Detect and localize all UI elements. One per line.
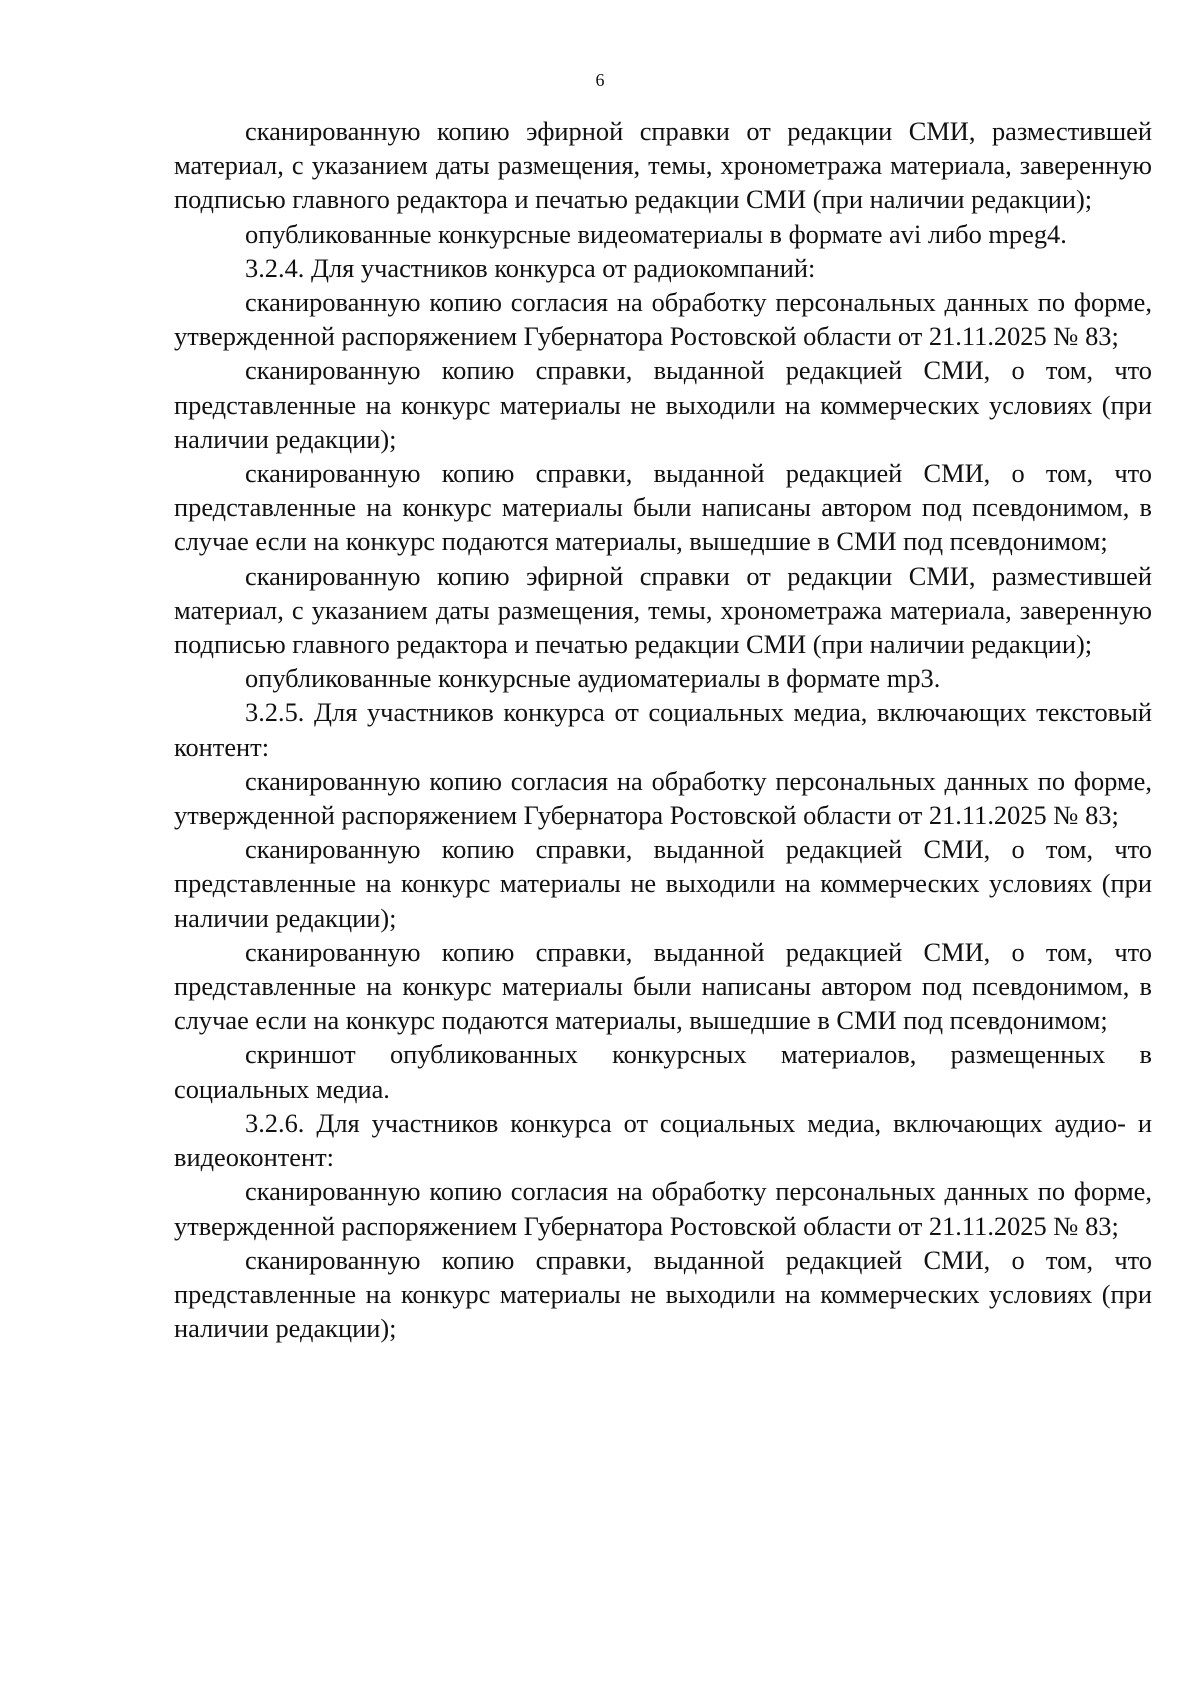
paragraph: сканированную копию справки, выданной редакцией СМИ, о том, что представленные на конкурс материалы были написаны автором под псевдонимом, в случае если на конкурс подаются материалы, вышедшие в СМИ под псевдонимом; — [174, 936, 1152, 1036]
section-heading-text: Для участников конкурса от радиокомпаний: — [311, 252, 816, 283]
paragraph: сканированную копию эфирной справки от редакции СМИ, разместившей материал, с указанием даты размещения, темы, хронометража материала, заверенную подписью главного редактора и печатью редакции СМИ (при наличии редакции); — [174, 560, 1152, 660]
paragraph: сканированную копию справки, выданной редакцией СМИ, о том, что представленные на конкурс материалы были написаны автором под псевдонимом, в случае если на конкурс подаются материалы, вышедшие в СМИ под псевдонимом; — [174, 458, 1152, 557]
section-heading — [174, 1106, 1152, 1174]
paragraph: скриншот опубликованных конкурсных материалов, размещенных в социальных медиа. — [174, 1039, 1152, 1104]
paragraph: сканированную копию согласия на обработку персональных данных по форме, утвержденной распоряжением Губернатора Ростовской области от 21.11.2025 № 83; — [174, 765, 1152, 831]
paragraph: опубликованные конкурсные видеоматериалы в формате avi либо mpeg4. — [245, 218, 1067, 249]
paragraph: сканированную копию согласия на обработку персональных данных по форме, утвержденной распоряжением Губернатора Ростовской области от 21.11.2025 № 83; — [174, 287, 1152, 352]
paragraph: сканированную копию справки, выданной редакцией СМИ, о том, что представленные на конкурс материалы не выходили на коммерческих условиях (при наличии редакции); — [174, 355, 1152, 454]
paragraph: сканированную копию справки, выданной редакцией СМИ, о том, что представленные на конкурс материалы не выходили на коммерческих условиях (при наличии редакции); — [174, 834, 1152, 933]
paragraph: опубликованные конкурсные аудиоматериалы в формате mp3. — [245, 663, 941, 694]
section-heading — [174, 251, 1152, 285]
document-body — [174, 114, 1152, 1345]
section-number: 3.2.6. — [245, 1107, 305, 1138]
section-number: 3.2.4. — [245, 252, 305, 283]
page-number: 6 — [595, 70, 605, 90]
paragraph: сканированную копию эфирной справки от редакции СМИ, разместившей материал, с указанием даты размещения, темы, хронометража материала, заверенную подписью главного редактора и печатью редакции СМИ (при наличии редакции); — [174, 116, 1152, 215]
paragraph: сканированную копию согласия на обработку персональных данных по форме, утвержденной распоряжением Губернатора Ростовской области от 21.11.2025 № 83; — [174, 1176, 1152, 1241]
paragraph: сканированную копию справки, выданной редакцией СМИ, о том, что представленные на конкурс материалы не выходили на коммерческих условиях (при наличии редакции); — [174, 1244, 1152, 1344]
section-heading-text: Для участников конкурса от социальных медиа, включающих текстовый контент: — [174, 697, 1152, 762]
section-heading-text: Для участников конкурса от социальных медиа, включающих аудио- и видеоконтент: — [174, 1107, 1152, 1173]
section-number: 3.2.5. — [245, 697, 305, 728]
section-heading — [174, 695, 1152, 763]
